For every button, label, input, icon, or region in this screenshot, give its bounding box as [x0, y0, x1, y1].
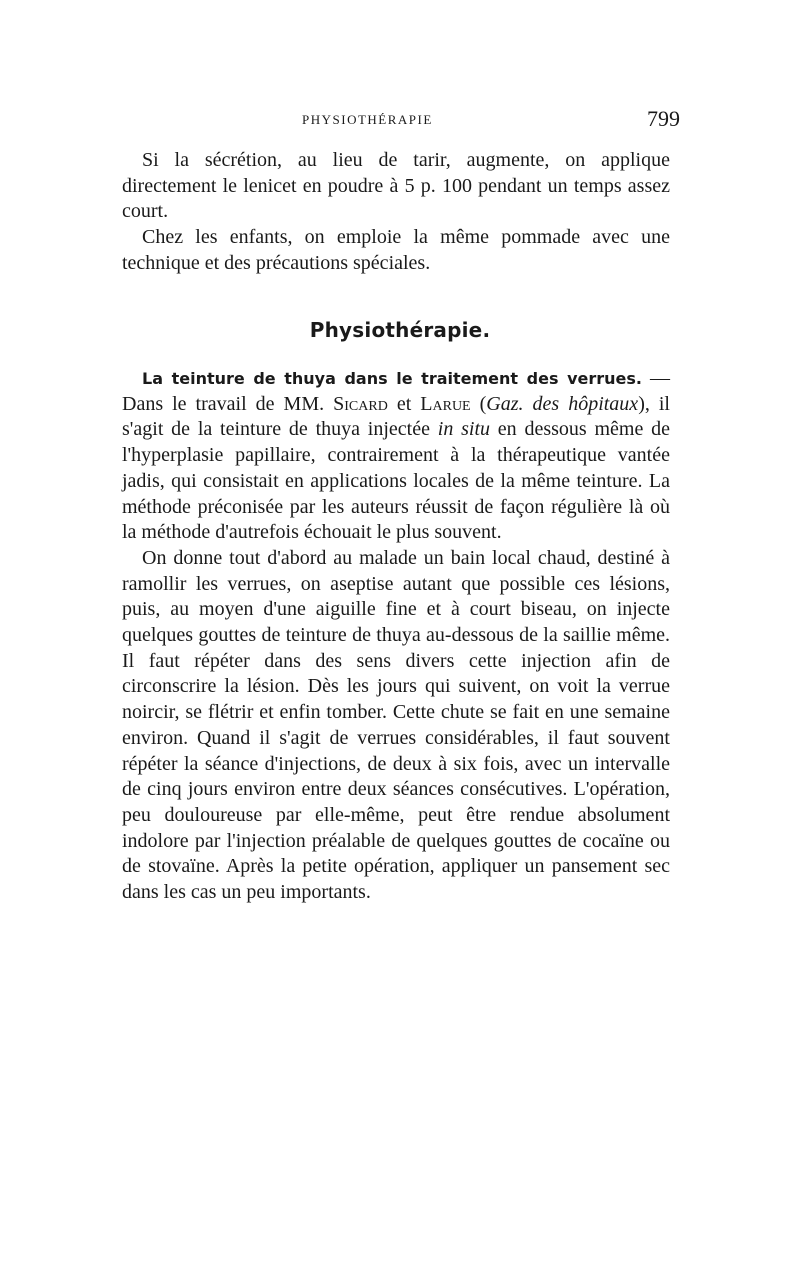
- author-larue: Larue: [420, 392, 471, 415]
- running-title: PHYSIOTHÉRAPIE: [302, 112, 433, 127]
- author-sicard: Sicard: [333, 392, 388, 415]
- source-close: ), il s'agit de la teinture de thuya injectée: [122, 392, 670, 441]
- intro-text: [122, 148, 670, 277]
- intro-paragraph-1: Si la sécrétion, au lieu de tarir, augmente, on applique directement le lenicet en poudre à 5 p. 100 pendant un temps assez court.: [122, 149, 670, 223]
- article-paragraph-1: [122, 366, 670, 546]
- section-heading: Physiothérapie.: [309, 318, 491, 342]
- source-open: (: [470, 392, 487, 415]
- article-and: et: [387, 392, 421, 415]
- running-head: [122, 106, 680, 138]
- article-paragraph-2: On donne tout d'abord au malade un bain local chaud, destiné à ramollir les verrues, on aseptise autant que possible ces lésions, puis, au moyen d'une aiguille fine et à court biseau, on injecte quelques gouttes de teinture de thuya au-dessous de la saillie même. Il faut répéter dans des sens divers cette injection afin de circonscrire la lésion. Dès les jours qui suivent, on voit la verrue noircir, se flétrir et enfin tomber. Cette chute se fait en une semaine environ. Quand il s'agit de verrues considérables, il faut souvent répéter la séance d'injections, de deux à six fois, avec un intervalle de cinq jours environ entre deux séances consécutives. L'opération, peu douloureuse par elle-même, peut être rendue absolument indolore par l'injection préalable de quelques gouttes de cocaïne ou de stovaïne. Après la petite opération, appliquer un pansement sec dans les cas un peu importants.: [122, 546, 670, 904]
- source-citation: Gaz. des hôpitaux: [486, 392, 639, 415]
- article-text: [122, 366, 670, 906]
- page-number: 799: [647, 106, 680, 131]
- intro-paragraph-2: Chez les enfants, on emploie la même pommade avec une technique et des précautions spéciales.: [122, 226, 670, 274]
- article-title: La teinture de thuya dans le traitement des verrues.: [142, 369, 642, 388]
- article-dash: — Dans le travail de MM.: [122, 367, 671, 415]
- article-paragraph-1-rest: en dessous même de l'hyperplasie papillaire, contrairement à la thérapeutique vantée jadis, qui consistait en applications locales de la même teinture. La méthode préconisée par les auteurs réussit de façon régulière là où la méthode d'autrefois échouait le plus souvent.: [122, 418, 671, 544]
- in-situ: in situ: [437, 418, 491, 441]
